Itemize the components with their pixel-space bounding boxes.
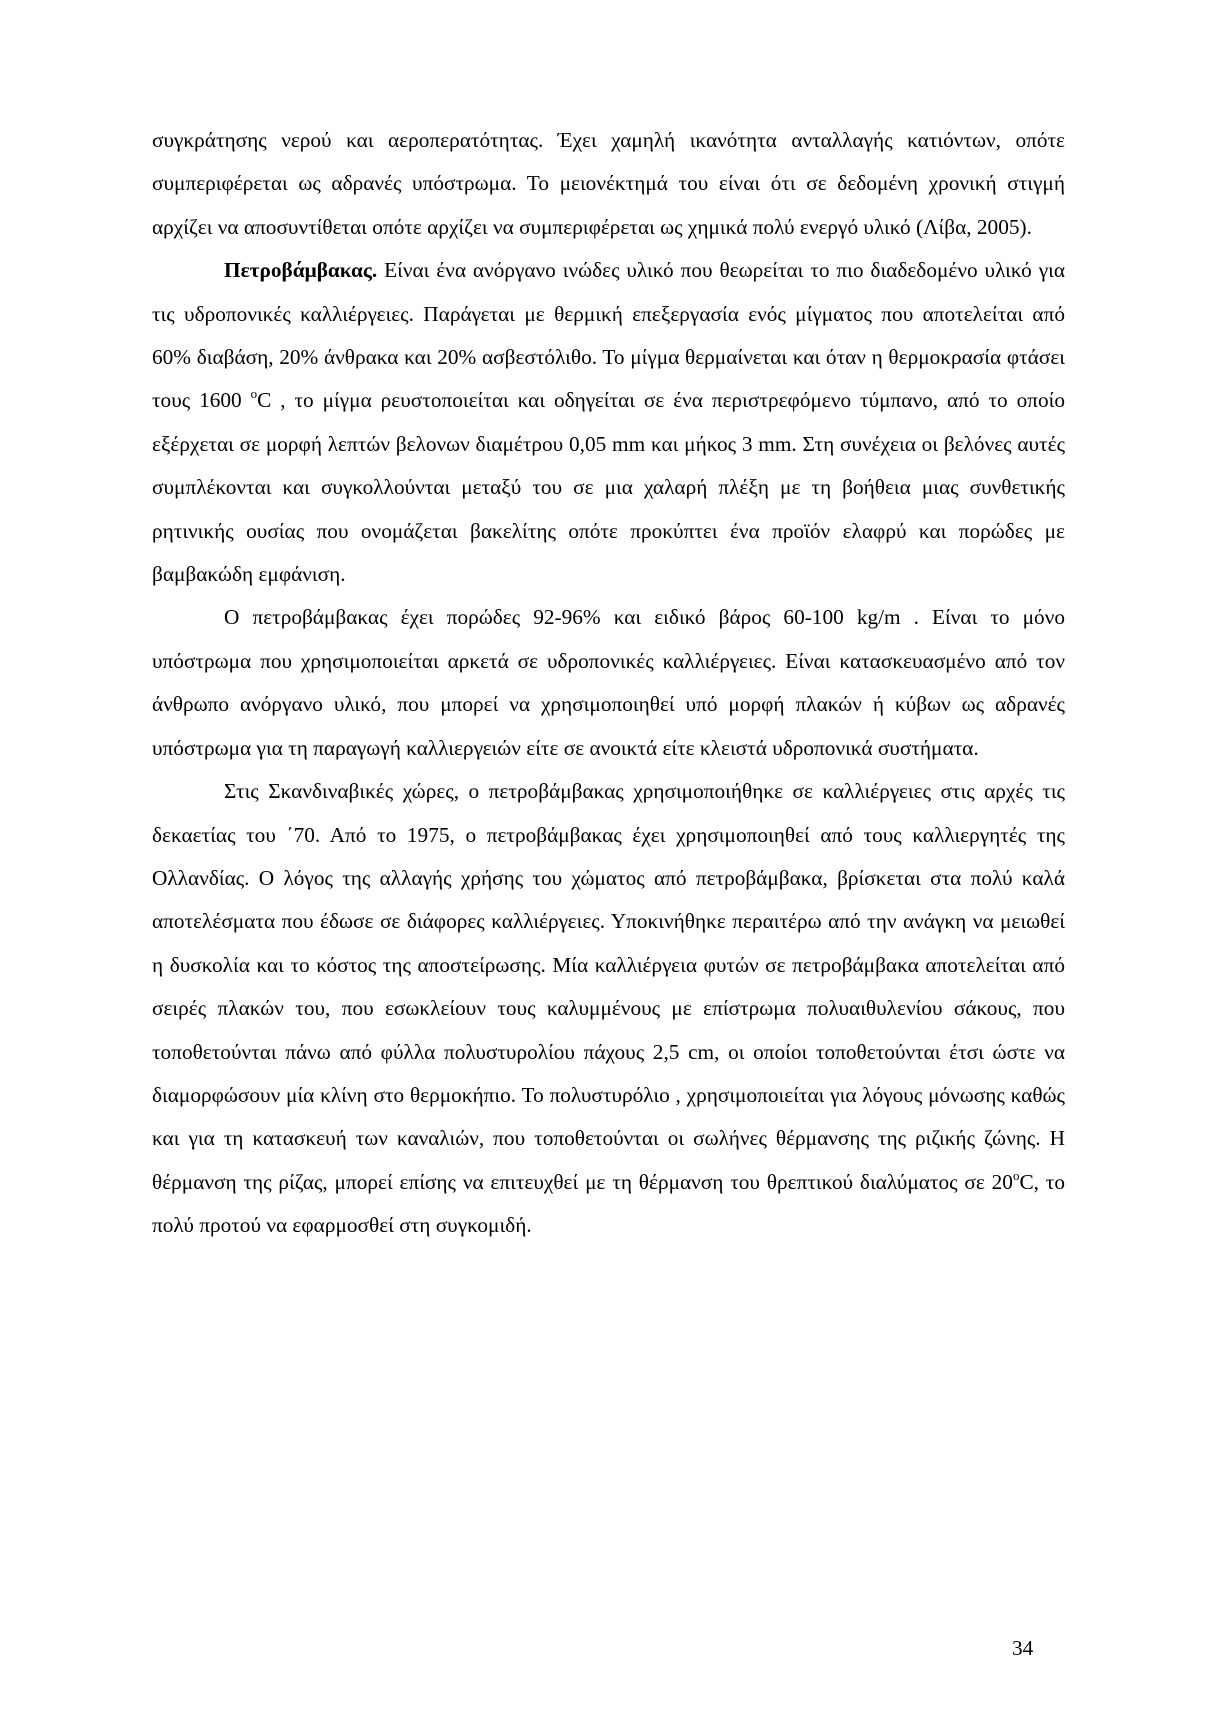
paragraph-1 (152, 119, 1065, 249)
paragraph-3 (152, 596, 1065, 770)
paragraph-1-text: συγκράτησης νερού και αεροπερατότητας. Έχει χαμηλή ικανότητα ανταλλαγής κατιόντων, οπότε συμπεριφέρεται ως αδρανές υπόστρωμα. Το μειονέκτημά του είναι ότι σε δεδομένη χρονική στιγμή αρχίζει να αποσυντίθεται οπότε αρχίζει να συμπεριφέρεται ως χημικά πολύ ενεργό υλικό (Λίβα, 2005). (152, 128, 1065, 239)
paragraph-2-text-a: Είναι ένα ανόργανο ινώδες υλικό που θεωρείται το πιο διαδεδομένο υλικό για τις υδροπονικές καλλιέργειες. Παράγεται με θερμική επεξεργασία ενός μίγματος που αποτελείται από 60% διαβάση, 20% άνθρακα και 20% ασβεστόλιθο. Το μίγμα θερμαίνεται και όταν η θερμοκρασία φτάσει τους 1600 (152, 258, 1065, 413)
degree-superscript: o (1012, 1167, 1020, 1183)
page-number: 34 (1012, 1636, 1034, 1660)
paragraph-2-text-b: C , το μίγμα ρευστοποιείται και οδηγείται σε ένα περιστρεφόμενο τύμπανο, από το οποίο εξέρχεται σε μορφή λεπτών βελονων διαμέτρου 0,05 mm και μήκος 3 mm. Στη συνέχεια οι βελόνες αυτές συμπλέκονται και συγκολλούνται μεταξύ του σε μια χαλαρή πλέξη με τη βοήθεια μιας συνθετικής ρητινικής ουσίας που ονομάζεται βακελίτης οπότε προκύπτει ένα προϊόν ελαφρύ και πορώδες με βαμβακώδη εμφάνιση. (152, 388, 1065, 587)
paragraph-4-text-a: Στις Σκανδιναβικές χώρες, ο πετροβάμβακας χρησιμοποιήθηκε σε καλλιέργειες στις αρχές τις δεκαετίας του ΄70. Από το 1975, ο πετροβάμβακας έχει χρησιμοποιηθεί από τους καλλιεργητές της Ολλανδίας. Ο λόγος της αλλαγής χρήσης του χώματος από πετροβάμβακα, βρίσκεται στα πολύ καλά αποτελέσματα που έδωσε σε διάφορες καλλιέργειες. Υποκινήθηκε περαιτέρω από την ανάγκη να μειωθεί η δυσκολία και το κόστος της αποστείρωσης. Μία καλλιέργεια φυτών σε πετροβάμβακα αποτελείται από σειρές πλακών του, που εσωκλείουν τους καλυμμένους με επίστρωμα πολυαιθυλενίου σάκους, που τοποθετούνται πάνω από φύλλα πολυστυρολίου πάχους 2,5 cm, οι οποίοι τοποθετούνται έτσι ώστε να διαμορφώσουν μία κλίνη στο θερμοκήπιο. Το πολυστυρόλιο , χρησιμοποιείται για λόγους μόνωσης καθώς και για τη κατασκευή των καναλιών, που τοποθετούνται οι σωλήνες θέρμανσης της ριζικής ζώνης. Η θέρμανση της ρίζας, μπορεί επίσης να επιτευχθεί με τη θέρμανση του θρεπτικού διαλύματος σε 20 (152, 779, 1065, 1194)
paragraph-4-text-b: C, το πολύ προτού να εφαρμοσθεί στη συγκομιδή. (152, 1169, 1066, 1238)
paragraph-3-text: Ο πετροβάμβακας έχει πορώδες 92-96% και ειδικό βάρος 60-100 kg/m . Είναι το μόνο υπόστρωμα που χρησιμοποιείται αρκετά σε υδροπονικές καλλιέργειες. Είναι κατασκευασμένο από τον άνθρωπο ανόργανο υλικό, που μπορεί να χρησιμοποιηθεί υπό μορφή πλακών ή κύβων ως αδρανές υπόστρωμα για τη παραγωγή καλλιεργειών είτε σε ανοικτά είτε κλειστά υδροπονικά συστήματα. (152, 605, 1065, 760)
degree-superscript: o (250, 386, 258, 402)
section-term-petrovamvakas: Πετροβάμβακας. (224, 258, 378, 283)
paragraph-4 (152, 770, 1065, 1247)
paragraph-2 (152, 249, 1065, 596)
body-text (152, 119, 1065, 1248)
